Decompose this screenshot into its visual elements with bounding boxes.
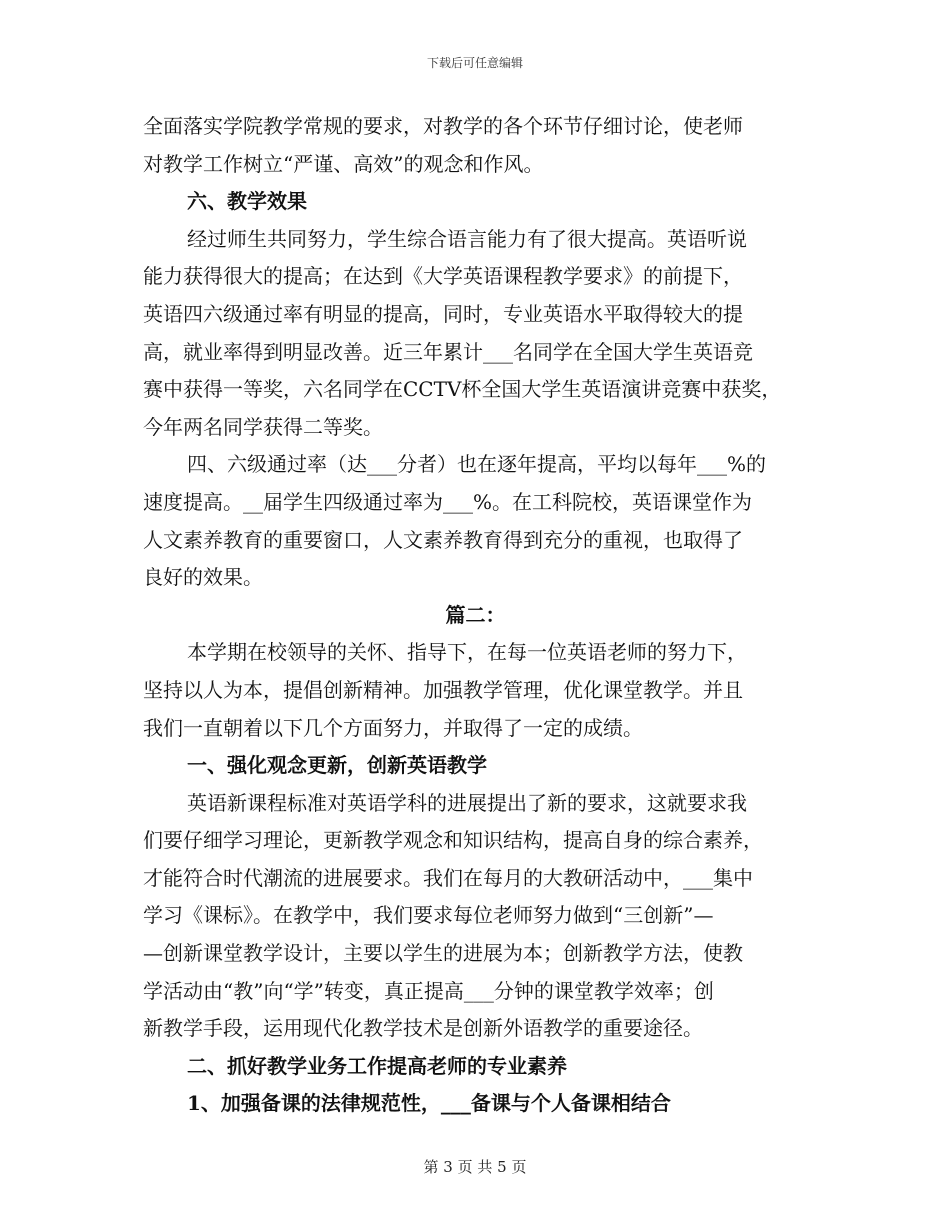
paragraph-line: 能力获得很大的提高；在达到《大学英语课程教学要求》的前提下， xyxy=(143,264,743,289)
paragraph-line: 赛中获得一等奖，六名同学在CCTV杯全国大学生英语演讲竞赛中获奖， xyxy=(143,377,782,402)
section-heading-line: 1、加强备课的法律规范性，___备课与个人备课相结合 xyxy=(187,1091,671,1116)
paragraph-line: 对教学工作树立“严谨、高效”的观念和作风。 xyxy=(143,151,544,176)
paragraph-line: 英语四六级通过率有明显的提高，同时，专业英语水平取得较大的提 xyxy=(143,301,743,326)
paragraph-line: 新教学手段，运用现代化教学技术是创新外语教学的重要途径。 xyxy=(143,1016,703,1041)
paragraph-line: 学活动由“教”向“学”转变，真正提高___分钟的课堂教学效率；创 xyxy=(143,978,714,1003)
paragraph-line: 人文素养教育的重要窗口，人文素养教育得到充分的重视，也取得了 xyxy=(143,527,743,552)
page-header: 下载后可任意编辑 xyxy=(426,56,523,70)
page-footer: 第 3 页 共 5 页 xyxy=(423,1158,527,1176)
section-heading-line: 二、抓好教学业务工作提高老师的专业素养 xyxy=(187,1053,567,1078)
section-heading-line: 一、强化观念更新，创新英语教学 xyxy=(187,753,487,778)
paragraph-line: 本学期在校领导的关怀、指导下，在每一位英语老师的努力下， xyxy=(187,640,747,665)
paragraph-line: 坚持以人为本，提倡创新精神。加强教学管理，优化课堂教学。并且 xyxy=(143,677,743,702)
paragraph-line: 速度提高。__届学生四级通过率为___%。在工科院校，英语课堂作为 xyxy=(143,489,753,514)
paragraph-line: 学习《课标》。在教学中，我们要求每位老师努力做到“三创新”— xyxy=(143,903,714,928)
paragraph-line: 我们一直朝着以下几个方面努力，并取得了一定的成绩。 xyxy=(143,715,643,740)
paragraph-line: 才能符合时代潮流的进展要求。我们在每月的大教研活动中，___集中 xyxy=(143,865,753,890)
paragraph-line: 全面落实学院教学常规的要求，对教学的各个环节仔细讨论，使老师 xyxy=(143,114,743,138)
paragraph-line: 英语新课程标准对英语学科的进展提出了新的要求，这就要求我 xyxy=(187,790,747,815)
paragraph-line: 四、六级通过率（达___分者）也在逐年提高，平均以每年___%的 xyxy=(187,452,767,477)
document-body xyxy=(143,108,808,1123)
section-heading-line: 六、教学效果 xyxy=(187,189,307,214)
paragraph-line: 们要仔细学习理论，更新教学观念和知识结构，提高自身的综合素养， xyxy=(143,828,763,853)
paragraph-line: 良好的效果。 xyxy=(143,565,263,590)
paragraph-line: 高，就业率得到明显改善。近三年累计___名同学在全国大学生英语竞 xyxy=(143,339,753,364)
paragraph-line: —创新课堂教学设计，主要以学生的进展为本；创新教学方法，使教 xyxy=(143,941,743,966)
paragraph-line: 经过师生共同努力，学生综合语言能力有了很大提高。英语听说 xyxy=(187,226,747,251)
section-heading-line: 篇二： xyxy=(445,602,506,627)
paragraph-line: 今年两名同学获得二等奖。 xyxy=(143,414,383,439)
